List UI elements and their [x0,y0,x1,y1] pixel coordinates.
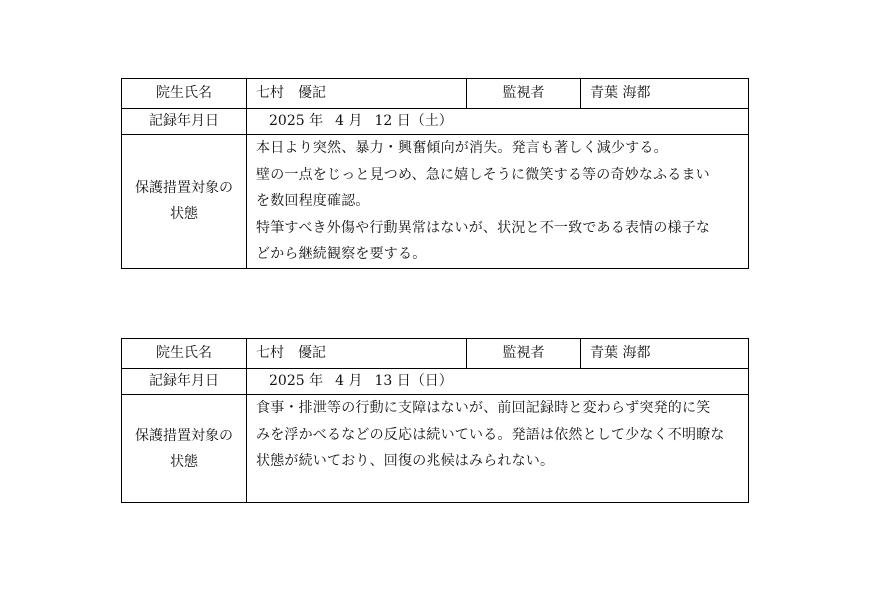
date-day-unit: 日 [396,373,411,390]
status-line: 状態が続いており、回復の兆候はみられない。 [256,453,555,469]
status-line: 食事・排泄等の行動に支障はないが、前回記録時と変わらず突発的に笑 [256,400,711,416]
status-line: 壁の一点をじっと見つめ、急に嬉しそうに微笑する等の奇妙なふるまい [256,166,710,183]
date-day-unit: 日 [396,113,411,130]
status-label [122,395,247,503]
record-table-2 [121,338,749,503]
date-year: 2025 [269,373,305,390]
date-month: 4 [335,373,345,390]
status-text [247,135,749,269]
date-year-unit: 年 [309,113,324,130]
supervisor-label: 監視者 [467,339,581,369]
status-row [122,395,749,503]
record-date-label: 記録年月日 [122,369,247,395]
supervisor-value: 青葉 海都 [581,339,749,369]
status-label-line-1: 保護措置対象の [135,180,233,197]
status-line: 本日より突然、暴力・興奮傾向が消失。発言も著しく減少する。 [256,140,668,156]
status-line: みを浮かべるなどの反応は続いている。発語は依然として少なく不明瞭な [256,426,725,443]
date-row [122,109,749,135]
date-month: 4 [335,113,345,130]
student-name-value: 七村 優記 [247,79,467,109]
status-row [122,135,749,269]
status-label-line-1: 保護措置対象の [135,427,233,444]
name-row [122,339,749,369]
date-row [122,369,749,395]
status-text [247,395,749,503]
student-name-label: 院生氏名 [122,79,247,109]
status-label-line-2: 状態 [170,206,198,223]
record-date-value [247,109,749,135]
supervisor-value: 青葉 海都 [581,79,749,109]
status-line: 特筆すべき外傷や行動異常はないが、状況と不一致である表情の様子な [256,219,711,236]
date-month-unit: 月 [348,373,363,390]
date-month-unit: 月 [348,113,363,130]
record-date-label: 記録年月日 [122,109,247,135]
date-weekday: （土） [410,113,453,130]
supervisor-label: 監視者 [467,79,581,109]
status-line: どから継続観察を要する。 [256,246,427,262]
record-table-1 [121,78,749,269]
status-label [122,135,247,269]
date-year-unit: 年 [309,373,324,390]
name-row [122,79,749,109]
record-date-value [247,369,749,395]
student-name-value: 七村 優記 [247,339,467,369]
date-weekday: （日） [410,373,453,390]
date-day: 13 [374,373,393,390]
student-name-label: 院生氏名 [122,339,247,369]
status-line: を数回程度確認。 [256,193,370,209]
date-day: 12 [374,113,393,130]
date-year: 2025 [269,113,305,130]
status-label-line-2: 状態 [170,453,198,470]
